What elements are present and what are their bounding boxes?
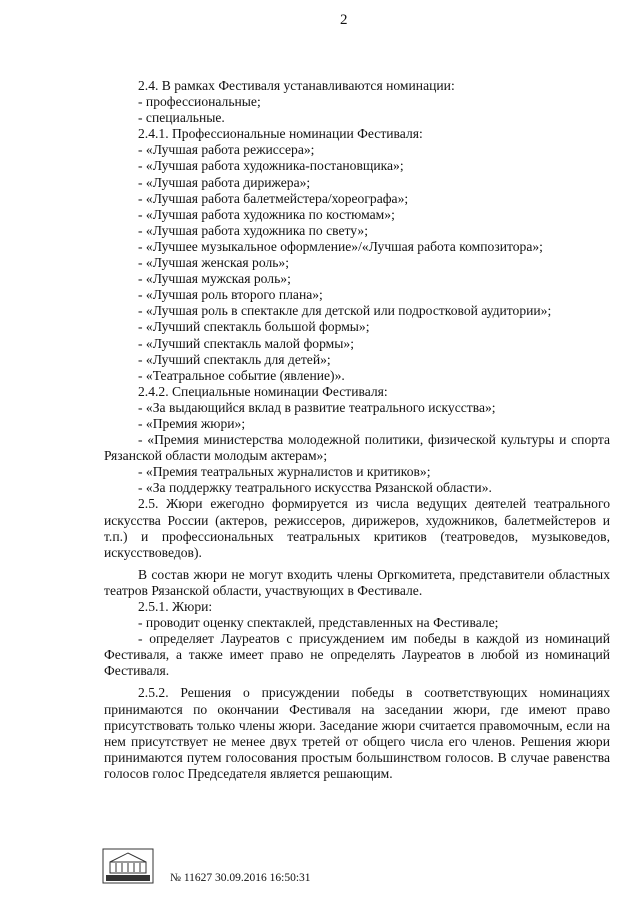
paragraph: 2.4.1. Профессиональные номинации Фестиваля: [138, 126, 423, 142]
list-item: - «Лучшая работа балетмейстера/хореографа»; [138, 190, 409, 206]
list-item: - «Лучшая женская роль»; [138, 255, 289, 271]
paragraph: В состав жюри не могут входить члены Оргкомитета, представители областных театров Рязанской области, участвующих в Фестивале. [104, 566, 610, 598]
list-item: - «Лучшая работа режиссера»; [138, 142, 315, 158]
list-item: - «Лучшая работа художника-постановщика»; [138, 158, 404, 174]
list-item: - «Лучшая работа дирижера»; [138, 174, 311, 190]
list-item: - «Лучший спектакль малой формы»; [138, 335, 354, 351]
registration-number: № 11627 30.09.2016 16:50:31 [170, 872, 311, 884]
paragraph: 2.4. В рамках Фестиваля устанавливаются номинации: [138, 78, 455, 93]
list-item: - проводит оценку спектаклей, представленных на Фестивале; [138, 615, 499, 631]
list-item: - «Лучшее музыкальное оформление»/«Лучшая работа композитора»; [138, 238, 543, 254]
list-item: - «Театральное событие (явление)». [138, 367, 345, 383]
list-item: - «Лучший спектакль большой формы»; [138, 319, 370, 335]
list-item: - определяет Лауреатов с присуждением им победы в каждой из номинаций Фестиваля, а также имеет право не определять Лауреатов в любой из номинаций Фестиваля. [104, 631, 610, 679]
list-item: - «За поддержку театрального искусства Рязанской области». [138, 480, 492, 496]
list-item: - «Лучшая роль второго плана»; [138, 287, 323, 303]
list-item: - профессиональные; [138, 94, 261, 110]
paragraph: 2.5. Жюри ежегодно формируется из числа ведущих деятелей театрального искусства России (актеров, режиссеров, дирижеров, художников, балетмейстеров и т.п.) и профессиональных театральных критиков (театроведов, музыковедов, искусствоведов). [104, 496, 610, 560]
list-item: - специальные. [138, 110, 225, 126]
list-item: - «Лучшая мужская роль»; [138, 271, 291, 287]
document-footer [96, 848, 336, 888]
list-item: - «Лучшая работа художника по костюмам»; [138, 206, 395, 222]
list-item: - «За выдающийся вклад в развитие театрального искусства»; [138, 399, 496, 415]
registry-stamp-icon [102, 848, 154, 884]
list-item: - «Премия министерства молодежной политики, физической культуры и спорта Рязанской области молодым актерам»; [104, 432, 610, 464]
list-item: - «Премия театральных журналистов и критиков»; [138, 464, 431, 480]
document-body [104, 78, 610, 782]
paragraph: 2.5.1. Жюри: [138, 599, 213, 614]
paragraph: 2.4.2. Специальные номинации Фестиваля: [138, 383, 388, 399]
list-item: - «Премия жюри»; [138, 415, 246, 431]
page-number: 2 [340, 12, 348, 28]
list-item: - «Лучший спектакль для детей»; [138, 351, 331, 367]
list-item: - «Лучшая работа художника по свету»; [138, 222, 369, 238]
paragraph: 2.5.2. Решения о присуждении победы в соответствующих номинациях принимаются по окончании Фестиваля на заседании жюри, где имеют право присутствовать только члены жюри. Заседание жюри считается правомочным, если на нем присутствует не менее двух третей от общего числа его членов. Решения жюри принимаются путем голосования простым большинством голосов. В случае равенства голосов голос Председателя является решающим. [104, 685, 610, 781]
list-item: - «Лучшая роль в спектакле для детской или подростковой аудитории»; [138, 303, 552, 319]
